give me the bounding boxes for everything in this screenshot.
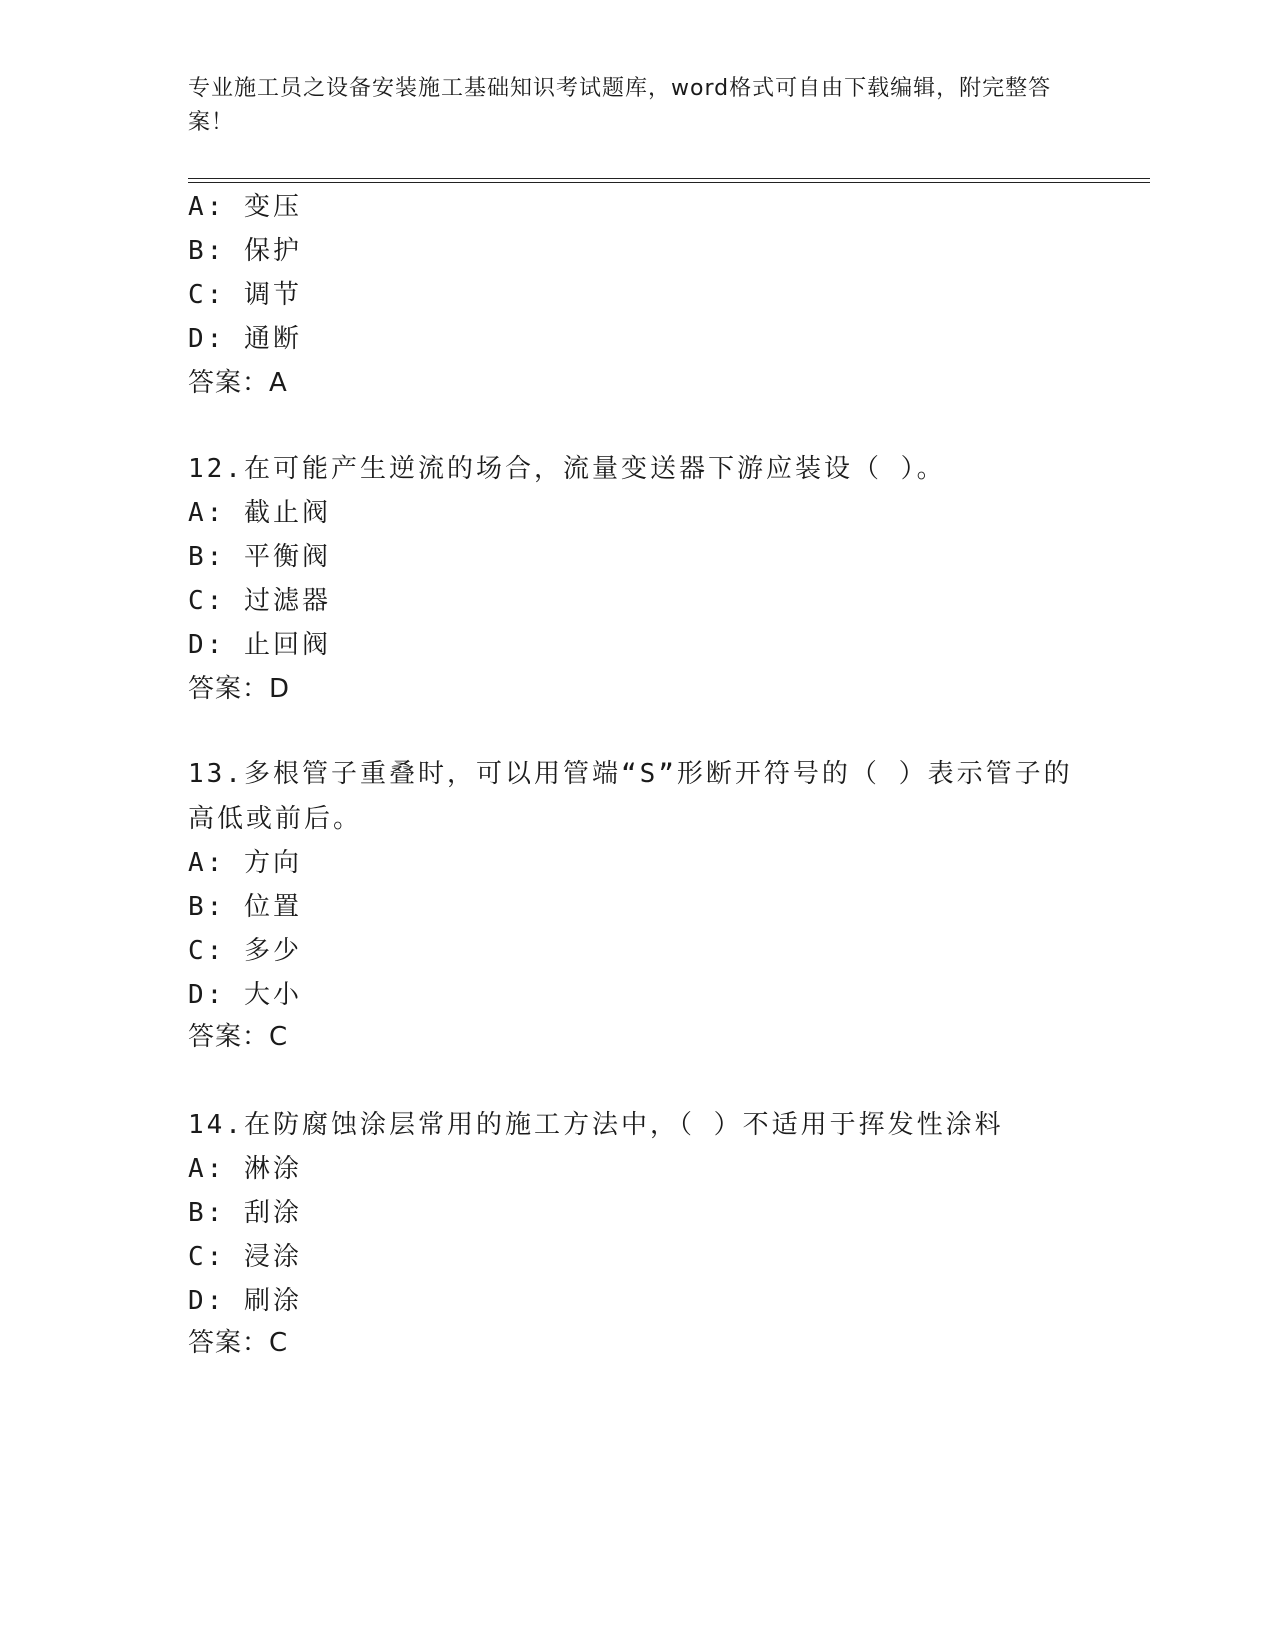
option-c: C: 多少	[188, 936, 302, 966]
option-c: C: 调节	[188, 280, 302, 310]
answer-line: 答案：A	[188, 368, 288, 398]
option-c: C: 过滤器	[188, 586, 331, 616]
answer-line: 答案：D	[188, 674, 291, 704]
option-b: B: 平衡阀	[188, 542, 331, 572]
option-d: D: 刷涂	[188, 1286, 302, 1316]
header-divider-bottom	[188, 182, 1150, 183]
option-a: A: 淋涂	[188, 1154, 302, 1184]
option-a: A: 方向	[188, 848, 302, 878]
option-a: A: 变压	[188, 192, 302, 222]
answer-line: 答案：C	[188, 1328, 289, 1358]
option-d: D: 大小	[188, 980, 302, 1010]
answer-line: 答案：C	[188, 1022, 289, 1052]
option-b: B: 刮涂	[188, 1198, 302, 1228]
question-text: 12.在可能产生逆流的场合，流量变送器下游应装设（ ）。	[188, 454, 946, 484]
document-header: 专业施工员之设备安装施工基础知识考试题库，word格式可自由下载编辑，附完整答案！	[188, 76, 1052, 135]
option-b: B: 位置	[188, 892, 302, 922]
option-c: C: 浸涂	[188, 1242, 302, 1272]
option-d: D: 通断	[188, 324, 302, 354]
question-text: 13.多根管子重叠时，可以用管端“S”形断开符号的（ ）表示管子的高低或前后。	[188, 759, 1073, 834]
header-divider-top	[188, 178, 1150, 179]
option-d: D: 止回阀	[188, 630, 331, 660]
option-a: A: 截止阀	[188, 498, 331, 528]
question-text: 14.在防腐蚀涂层常用的施工方法中，（ ）不适用于挥发性涂料	[188, 1110, 1004, 1140]
option-b: B: 保护	[188, 236, 302, 266]
